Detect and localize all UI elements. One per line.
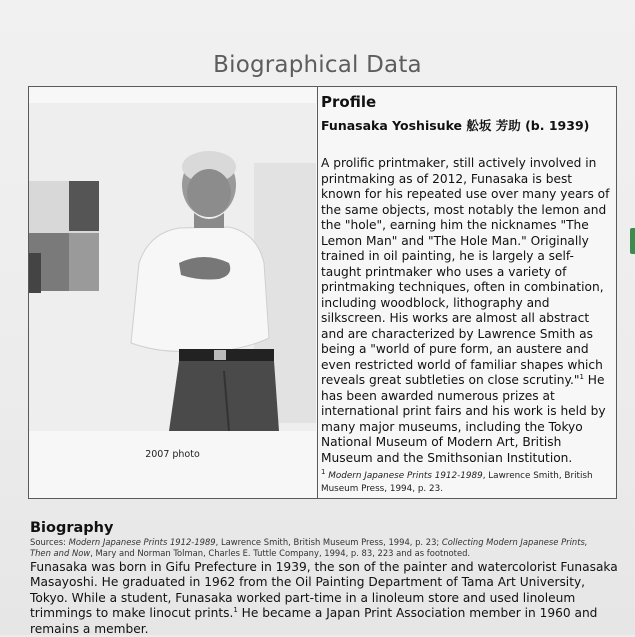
biography-text: Funasaka was born in Gifu Prefecture in 1939, the son of the painter and watercolorist Funasaka Masayoshi. He graduated in 1962 from the Oil Painting Department of Tama Art University, Tokyo. While a student, Funasaka worked part-time in a linoleum store and used linoleum trimmings to make linocut prints. <box>30 560 618 621</box>
profile-footnote <box>321 470 613 496</box>
biography-body <box>30 560 620 637</box>
biography-footnote-marker: 1 <box>233 606 238 615</box>
artist-name: Funasaka Yoshisuke 舩坂 芳助 (b. 1939) <box>321 118 590 133</box>
source2-title: Collecting Modern Japanese Prints, Then and Now <box>30 537 588 558</box>
profile-heading: Profile <box>321 93 377 111</box>
source1-title: Modern Japanese Prints 1912-1989 <box>68 537 216 547</box>
profile-frame <box>28 86 617 499</box>
profile-body-continued: He has been awarded numerous prizes at international print fairs and his work is held by many major museums, including the Tokyo National Museum of Modern Art, British Museum and the Smithsonian Institution. <box>321 373 606 465</box>
footnote-title: Modern Japanese Prints 1912-1989 <box>328 471 483 481</box>
footnote-number: 1 <box>321 468 326 477</box>
footnote-citation: , Lawrence Smith, British Museum Press, 1994, p. 23. <box>321 471 593 494</box>
biography-sources <box>30 537 610 558</box>
biography-heading: Biography <box>30 520 114 536</box>
portrait-illustration <box>29 103 316 431</box>
source2-citation: , Mary and Norman Tolman, Charles E. Tuttle Company, 1994, p. 83, 223 and as footnoted. <box>90 547 471 558</box>
page-title: Biographical Data <box>213 52 422 78</box>
portrait-photo <box>29 103 316 431</box>
green-edge-decoration <box>630 228 635 254</box>
profile-footnote-marker: 1 <box>579 372 584 381</box>
profile-body-text: A prolific printmaker, still actively involved in printmaking as of 2012, Funasaka is best known for his repeated use over many years of the same objects, most notably the lemon and the "hole", earning him the nicknames "The Lemon Man" and "The Hole Man." Originally trained in oil painting, he is largely a self-taught printmaker who uses a variety of printmaking techniques, often in combination, including woodblock, lithography and silkscreen. His works are almost all abstract and are characterized by Lawrence Smith as being a "world of pure form, an austere and even restricted world of familiar shapes which reveals great subtleties on close scrutiny." <box>321 156 610 387</box>
profile-body <box>321 156 613 466</box>
sources-label: Sources: <box>30 537 69 547</box>
column-divider <box>317 87 318 498</box>
profile-column <box>321 93 613 496</box>
photo-panel <box>29 103 316 529</box>
source1-citation: , Lawrence Smith, British Museum Press, 1994, p. 23; <box>215 537 442 547</box>
photo-caption: 2007 photo <box>145 449 200 460</box>
biography-text-continued: He became a Japan Print Association member in 1960 and remains a member. <box>30 606 598 636</box>
